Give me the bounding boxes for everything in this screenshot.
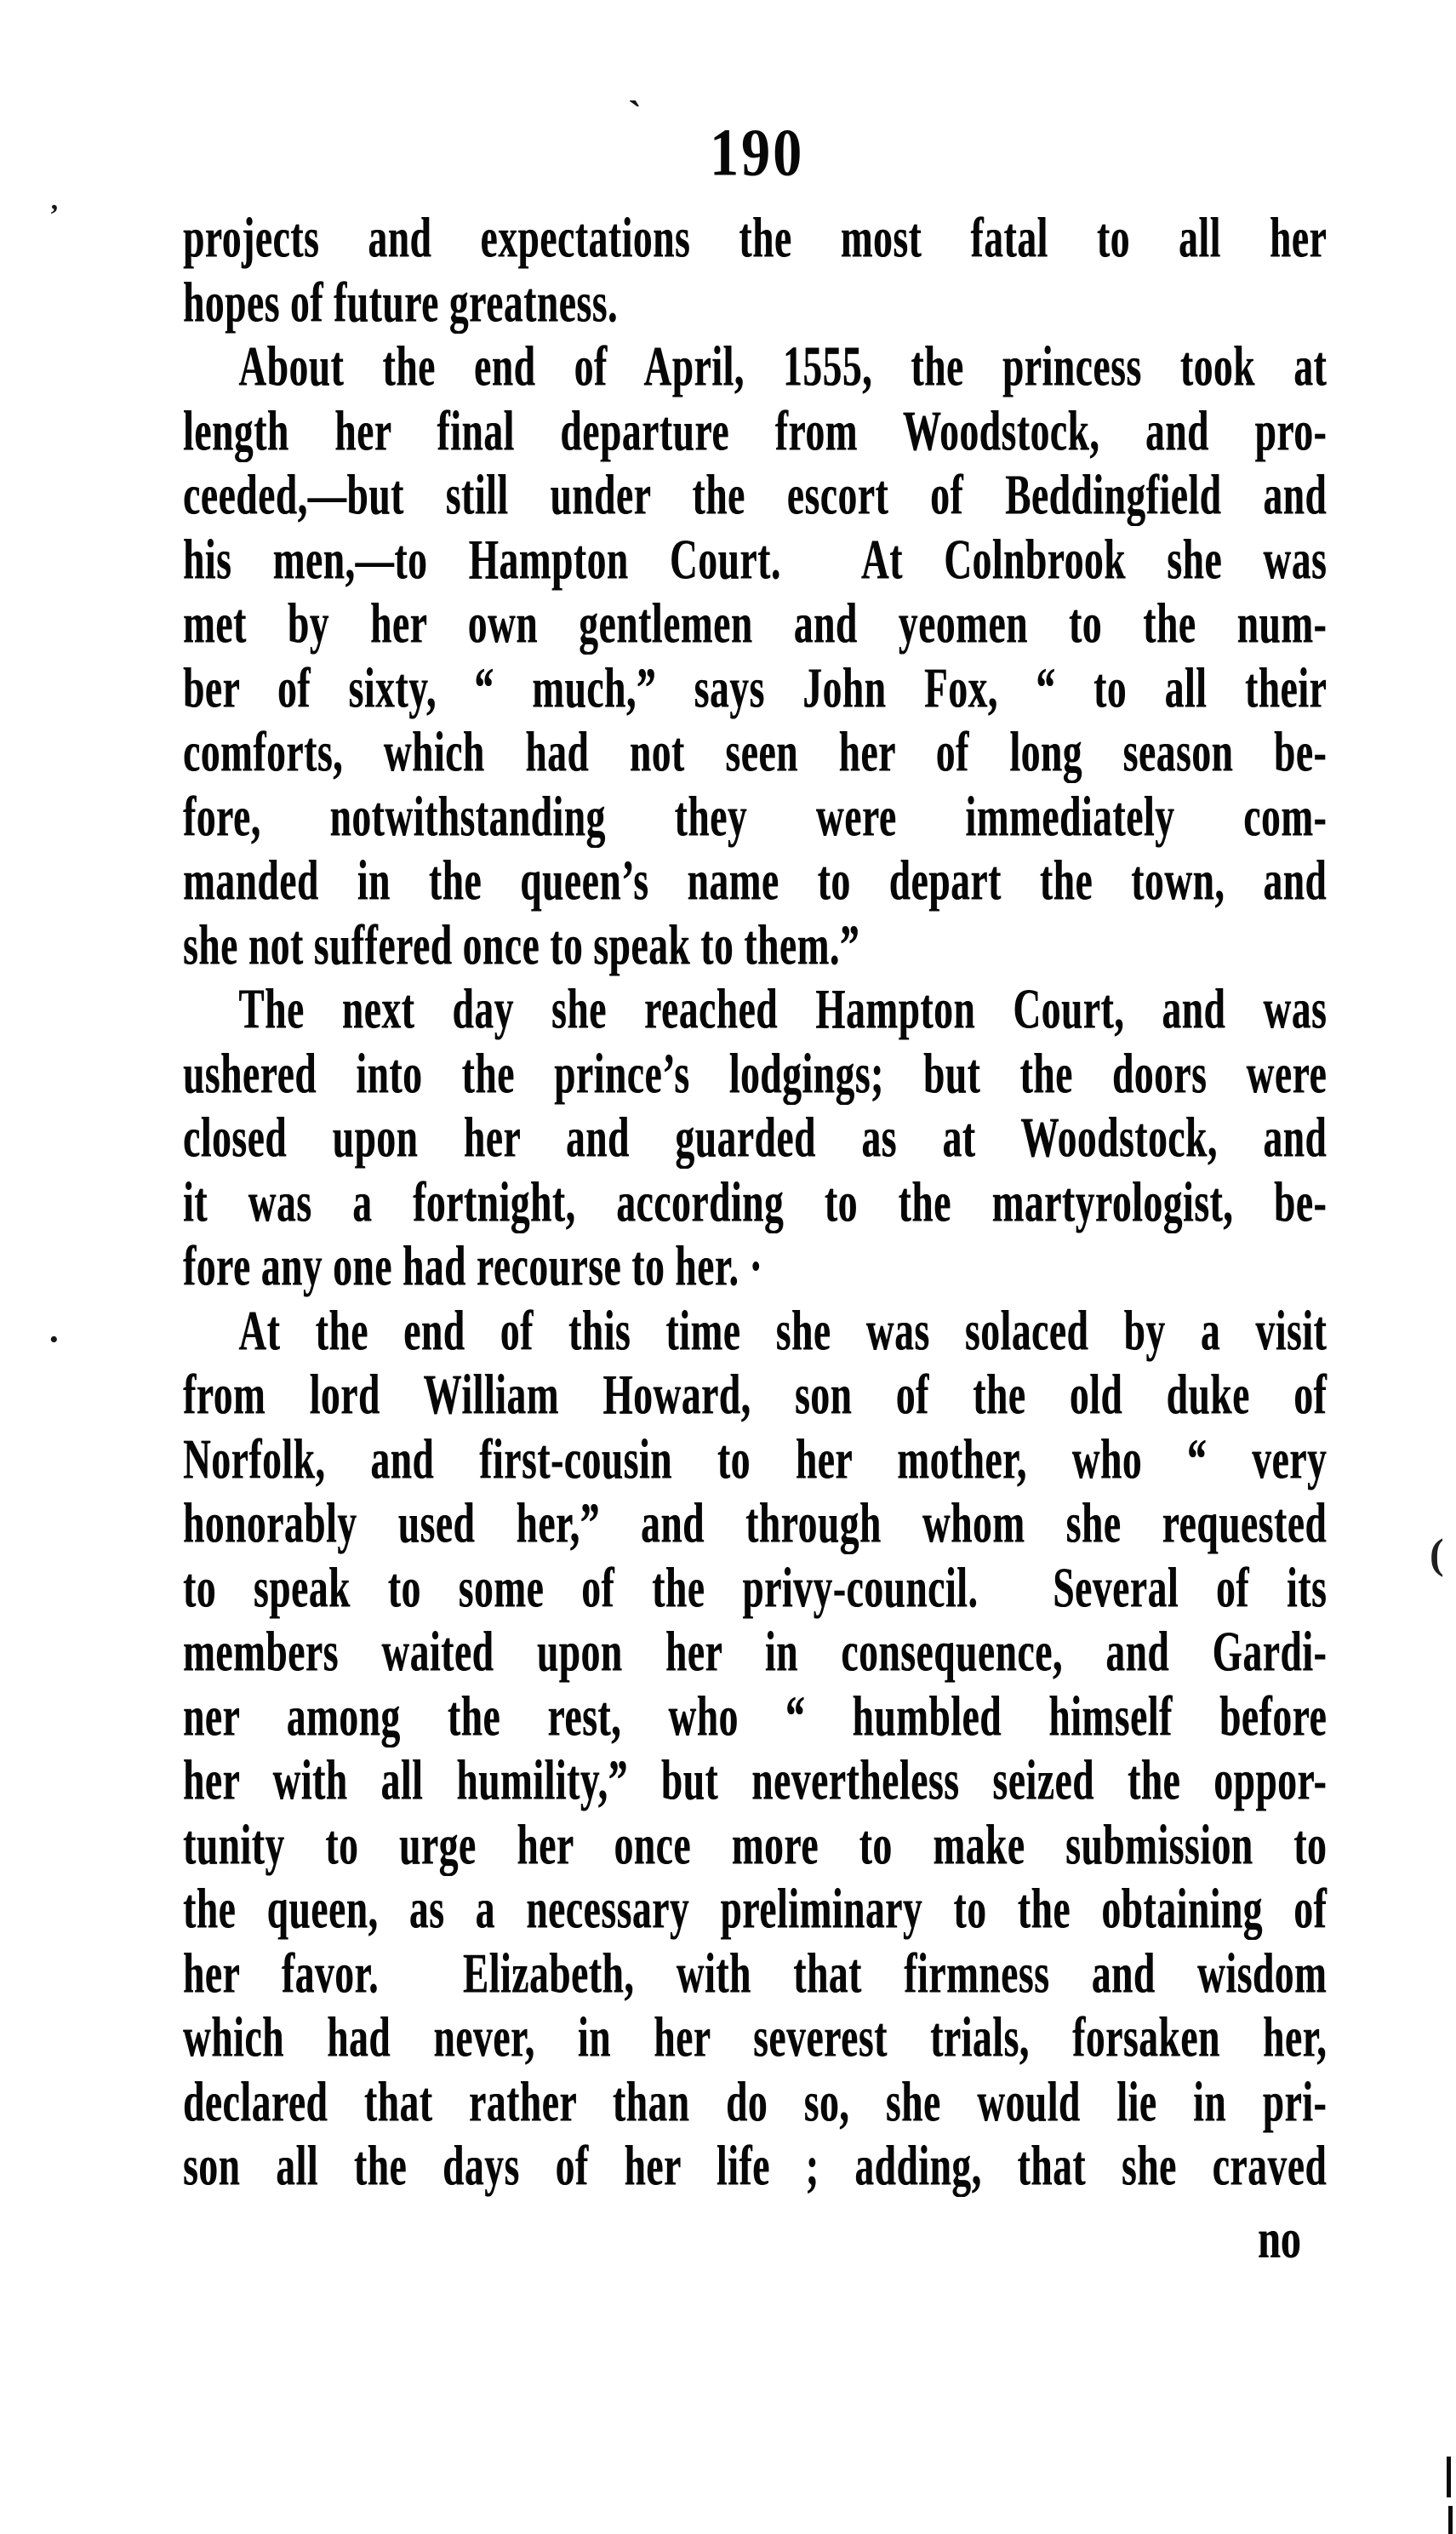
text-line: honorably used her,” and through whom she requested xyxy=(183,1490,1328,1554)
scan-artifact-edge-bar xyxy=(1447,2457,1451,2497)
text-line: ceeded,—but still under the escort of Beddingfield and xyxy=(183,462,1328,526)
page-number: 190 xyxy=(710,114,805,190)
text-line: comforts, which had not seen her of long season be- xyxy=(183,719,1328,783)
text-line: declared that rather than do so, she would lie in pri- xyxy=(183,2069,1328,2133)
text-line: his men,—to Hampton Court. At Colnbrook she was xyxy=(183,527,1328,591)
text-line: met by her own gentlemen and yeomen to the num- xyxy=(183,591,1328,655)
scan-artifact-dot-icon: · xyxy=(48,1318,60,1360)
text-line: which had never, in her severest trials, forsaken her, xyxy=(183,2005,1328,2068)
text-line: members waited upon her in consequence, and Gardi- xyxy=(183,1619,1328,1683)
text-line: ner among the rest, who “ humbled himself before xyxy=(183,1684,1328,1747)
text-line: length her final departure from Woodstock, and pro- xyxy=(183,398,1328,462)
text-line: manded in the queen’s name to depart the town, and xyxy=(183,848,1328,912)
text-line: she not suffered once to speak to them.” xyxy=(183,912,860,976)
text-line: fore any one had recourse to her. · xyxy=(183,1233,763,1297)
text-line: to speak to some of the privy-council. Several of its xyxy=(183,1555,1328,1619)
text-column xyxy=(183,206,1456,2199)
text-line: closed upon her and guarded as at Woodstock, and xyxy=(183,1105,1328,1169)
text-line: hopes of future greatness. xyxy=(183,270,619,334)
scan-artifact-apostrophe-icon: ’ xyxy=(49,199,60,231)
text-line: from lord William Howard, son of the old duke of xyxy=(183,1362,1328,1426)
scan-artifact-edge-bar xyxy=(1448,2506,1453,2534)
text-line: it was a fortnight, according to the martyrologist, be- xyxy=(183,1170,1328,1233)
text-line: projects and expectations the most fatal to all her xyxy=(183,205,1328,269)
text-line: ushered into the prince’s lodgings; but the doors were xyxy=(183,1041,1328,1105)
scan-artifact-paren-icon: ( xyxy=(1430,1530,1444,1577)
text-line: fore, notwithstanding they were immediately com- xyxy=(183,784,1328,848)
text-line: About the end of April, 1555, the princess took at xyxy=(238,334,1328,398)
text-line: tunity to urge her once more to make submission to xyxy=(183,1812,1328,1876)
text-line: ber of sixty, “ much,” says John Fox, “ to all their xyxy=(183,655,1328,719)
text-line: the queen, as a necessary preliminary to the obtaining of xyxy=(183,1876,1328,1940)
text-line: Norfolk, and first-cousin to her mother, who “ very xyxy=(183,1427,1328,1490)
text-line: her with all humility,” but nevertheless seized the oppor- xyxy=(183,1747,1328,1811)
text-line: At the end of this time she was solaced by a visit xyxy=(238,1298,1328,1362)
catchword: no xyxy=(1258,2207,1301,2270)
scan-artifact-tick-icon: ` xyxy=(628,93,642,138)
text-line: son all the days of her life ; adding, that she craved xyxy=(183,2133,1328,2197)
text-line: The next day she reached Hampton Court, and was xyxy=(238,976,1328,1040)
text-line: her favor. Elizabeth, with that firmness and wisdom xyxy=(183,1941,1328,2005)
